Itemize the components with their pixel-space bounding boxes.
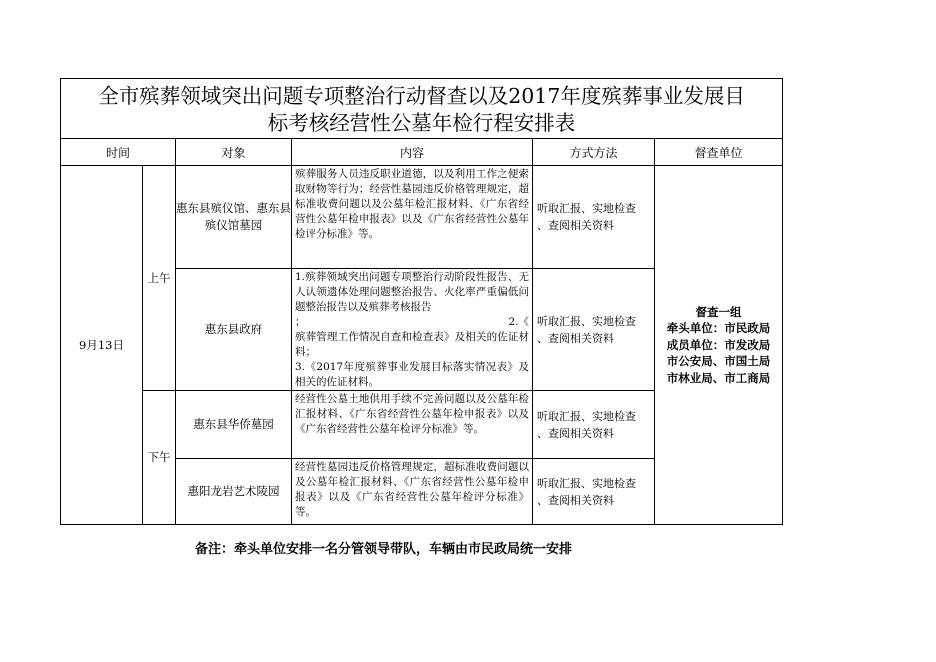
- header-time: 时间: [61, 139, 176, 166]
- title-line-2: 标考核经营性公墓年检行程安排表: [267, 110, 576, 135]
- header-method: 方式方法: [533, 139, 655, 166]
- header-target: 对象: [176, 139, 292, 166]
- target-cell: [176, 391, 292, 459]
- content-cell: [292, 166, 533, 269]
- title-line-1: 全市殡葬领域突出问题专项整治行动督查以及2017年度殡葬事业发展目: [98, 83, 745, 108]
- target-text: 惠东县殡仪馆、惠东县殡仪馆墓园: [176, 201, 291, 232]
- unit-members-3: 市林业局、市工商局: [666, 370, 771, 385]
- footnote: 备注：牵头单位安排一名分管领导带队，车辆由市民政局统一安排: [195, 542, 573, 557]
- content-text: 殡葬服务人员违反职业道德，以及利用工作之便索取财物等行为；经营性墓园违反价格管理规定，超标准收费问题以及公墓年检汇报材料、《广东省经营性公墓年检申报表》以及《广东省经营性公墓年检评分标准》等。: [295, 168, 529, 240]
- content-text-2-line: [295, 315, 529, 330]
- content-text-3: 3.《2017年度殡葬事业发展目标落实情况表》及相关的佐证材料。: [295, 361, 529, 388]
- unit-cell: [655, 166, 783, 525]
- method-cell: [533, 391, 655, 459]
- method-line-2: 、查阅相关资料: [537, 426, 614, 440]
- content-text-2c: 殡葬管理工作情况自查和检查表》及相关的佐证材料；: [295, 331, 529, 358]
- unit-members-1: 成员单位：市发改局: [666, 337, 771, 352]
- unit-members-2: 市公安局、市国土局: [666, 354, 771, 369]
- schedule-table: [60, 78, 783, 525]
- content-text: 经营性公墓土地供用手续不完善问题以及公墓年检汇报材料、《广东省经营性公墓年检申报表》以及《广东省经营性公墓年检评分标准》等。: [295, 393, 529, 435]
- target-text: 惠东县政府: [204, 322, 263, 336]
- method-line-1: 听取汇报、实地检查: [537, 409, 636, 423]
- target-cell: [176, 269, 292, 391]
- method-line-2: 、查阅相关资料: [537, 331, 614, 345]
- table-title: [61, 79, 783, 139]
- method-cell: [533, 166, 655, 269]
- method-line-2: 、查阅相关资料: [537, 493, 614, 507]
- method-cell: [533, 459, 655, 525]
- method-line-1: 听取汇报、实地检查: [537, 476, 636, 490]
- content-text-2b: 2.《: [508, 316, 529, 328]
- header-row: [61, 139, 783, 166]
- method-line-1: 听取汇报、实地检查: [537, 202, 636, 215]
- method-cell: [533, 269, 655, 391]
- content-cell: [292, 459, 533, 525]
- content-text-1: 1.殡葬领域突出问题专项整治行动阶段性报告、无人认领遗体处理问题整治报告、火化率严重偏低问题整治报告以及殡葬考核报告: [295, 271, 529, 313]
- content-text-2a: ；: [295, 316, 306, 328]
- content-cell: [292, 269, 533, 391]
- header-content: 内容: [292, 139, 533, 166]
- header-unit: 督查单位: [655, 139, 783, 166]
- target-text: 惠东县华侨墓园: [193, 417, 274, 431]
- target-text: 惠阳龙岩艺术陵园: [187, 484, 280, 498]
- target-cell: [176, 459, 292, 525]
- unit-lead: 牵头单位：市民政局: [666, 321, 771, 336]
- afternoon-cell: 下午: [143, 391, 176, 525]
- date-cell: 9月13日: [61, 166, 143, 525]
- content-text: 经营性墓园违反价格管理规定，超标准收费问题以及公墓年检汇报材料、《广东省经营性公墓年检申报表》以及《广东省经营性公墓年检评分标准》等。: [295, 461, 529, 518]
- content-cell: [292, 391, 533, 459]
- schedule-sheet: [60, 78, 782, 525]
- unit-group: 督查一组: [695, 304, 742, 319]
- method-line-2: 、查阅相关资料: [537, 219, 614, 232]
- morning-cell: 上午: [143, 166, 176, 391]
- target-cell: [176, 166, 292, 269]
- table-row: [61, 166, 783, 269]
- method-line-1: 听取汇报、实地检查: [537, 314, 636, 328]
